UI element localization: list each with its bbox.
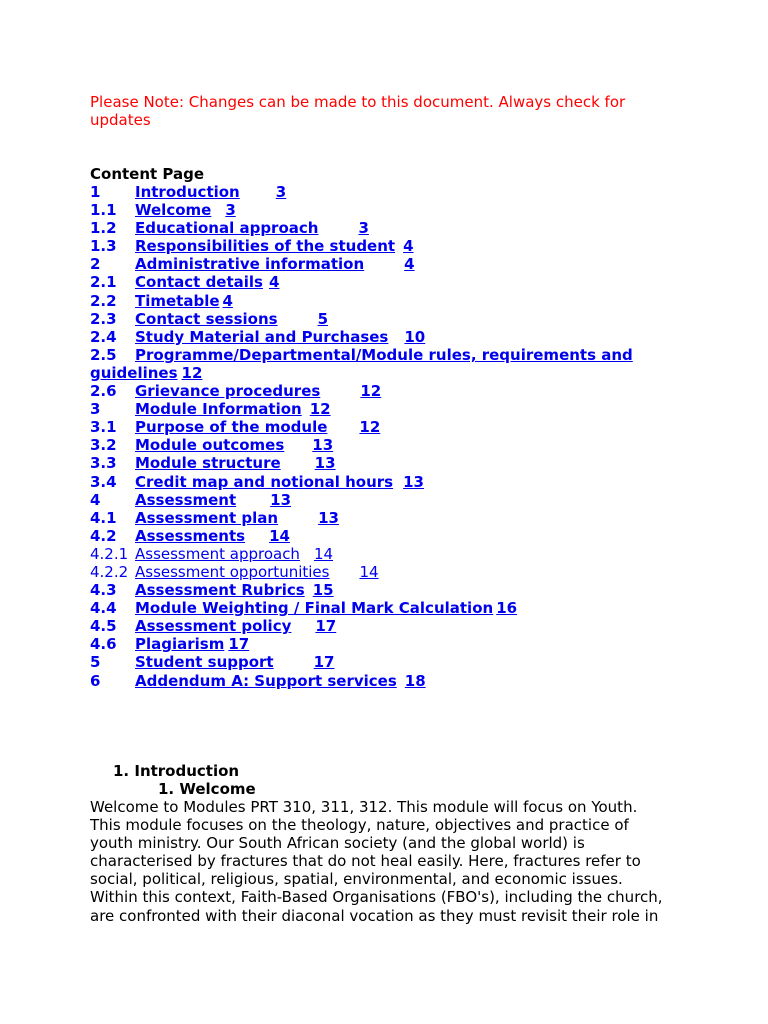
toc-entry-number: 2.2 [90,291,117,310]
toc-entry-number: 4 [90,490,101,509]
toc-entry-number: 4.6 [90,635,117,654]
toc-entry-title: Study Material and Purchases [135,327,389,346]
toc-entry-page: 15 [312,581,334,600]
toc-entry-number: 1.2 [90,219,117,238]
toc-entry-title: Plagiarism [135,635,225,654]
toc-entry[interactable] [90,473,690,491]
toc-entry-title: Educational approach [135,219,319,238]
toc-entry-number: 5 [90,653,101,672]
toc-entry[interactable] [90,672,690,690]
subsection-heading-welcome: 1. Welcome [158,780,256,798]
toc-entry-number: 1.1 [90,201,117,220]
toc-entry[interactable] [90,635,690,653]
toc-entry-title: Timetable [135,291,220,310]
toc-entry[interactable] [90,563,690,581]
toc-entry-number: 3 [90,400,101,419]
toc-entry-page: 13 [270,490,292,509]
toc-entry-title: Assessment opportunities [135,562,330,581]
toc-entry-title: Assessment policy [135,617,292,636]
toc-entry-page: 4 [268,273,280,292]
toc-entry-title: Student support [135,653,274,672]
toc-entry-title: Programme/Departmental/Module rules, requirements and guidelines [90,345,633,382]
toc-entry-number: 6 [90,671,101,690]
toc-entry-number: 4.2.2 [90,562,129,581]
toc-entry-number: 2.4 [90,327,117,346]
toc-entry-page: 10 [404,327,426,346]
toc-entry-number: 3.2 [90,436,117,455]
toc-entry-number: 4.1 [90,508,117,527]
toc-entry-page: 14 [359,562,379,581]
toc-entry[interactable] [90,545,690,563]
toc-entry-number: 2.6 [90,382,117,401]
toc-entry-number: 3.4 [90,472,117,491]
toc-entry[interactable] [90,310,690,328]
toc-entry-page: 17 [228,635,250,654]
toc-entry-title: Introduction [135,183,240,201]
toc-entry[interactable] [90,599,690,617]
toc-entry[interactable] [90,255,690,273]
toc-entry-number: 2.1 [90,273,117,292]
toc-entry[interactable] [90,273,690,291]
table-of-contents [90,165,690,690]
toc-entry-number: 4.3 [90,581,117,600]
toc-entry[interactable] [90,292,690,310]
toc-entry-page: 13 [314,454,336,473]
toc-entry[interactable] [90,617,690,635]
toc-entry-title: Module Information [135,400,302,419]
toc-entry-title: Assessment approach [135,544,300,563]
toc-entry-number: 2.5 [90,345,117,364]
toc-entry-page: 18 [404,671,426,690]
toc-entry-page: 14 [313,544,334,563]
toc-entry-title: Module structure [135,454,281,473]
toc-entry-page: 4 [403,237,414,256]
update-note: Please Note: Changes can be made to this document. Always check for updates [90,93,626,129]
toc-entry-number: 4.2.1 [90,544,129,563]
toc-entry[interactable] [90,400,690,418]
toc-title: Content Page [90,165,205,183]
toc-entry-page: 3 [225,201,236,220]
toc-entry-title: Credit map and notional hours [135,472,394,491]
toc-entry[interactable] [90,346,690,382]
toc-entry-number: 3.1 [90,418,117,437]
toc-entry-page: 3 [275,183,287,201]
toc-entry-title: Assessments [135,526,246,545]
toc-entry-page: 12 [360,382,382,401]
toc-entry-number: 2 [90,255,101,274]
toc-entry-title: Module outcomes [135,436,285,455]
toc-entry-number: 4.4 [90,599,117,618]
toc-entry-number: 3.3 [90,454,117,473]
toc-entry-title: Contact sessions [135,309,278,328]
toc-entry-number: 2.3 [90,309,117,328]
welcome-paragraph: Welcome to Modules PRT 310, 311, 312. This module will focus on Youth. This module focuses on the theology, nature, objectives and practice of youth ministry. Our South African society (and the global world) is characterised by fractures that do not heal easily. Here, fractures refer to social, political, religious, spatial, environmental, and economic issues. Within this context, Faith-Based Organisations (FBO's), including the church, are confronted with their diaconal vocation as they must revisit their role in [90,798,663,925]
toc-entry-page: 16 [496,599,518,618]
toc-entry[interactable] [90,454,690,472]
toc-entry-title: Administrative information [135,255,365,274]
toc-entry-page: 4 [222,291,233,310]
toc-entry-page: 12 [359,418,381,437]
toc-entry-page: 13 [312,436,334,455]
toc-entry-title: Welcome [135,201,212,220]
toc-entry[interactable] [90,201,690,219]
toc-entry[interactable] [90,527,690,545]
toc-entry-title: Assessment [135,490,237,509]
toc-entry[interactable] [90,581,690,599]
toc-entry[interactable] [90,237,690,255]
toc-entry[interactable] [90,509,690,527]
toc-entry-title: Contact details [135,273,263,292]
toc-entry[interactable] [90,653,690,671]
toc-entry-page: 14 [269,526,290,545]
toc-list [90,183,690,690]
toc-entry-title: Assessment plan [135,508,279,527]
toc-entry-title: Module Weighting / Final Mark Calculation [135,599,494,618]
toc-entry-page: 17 [313,653,335,672]
toc-entry-page: 13 [403,472,424,491]
toc-entry-title: Grievance procedures [135,382,321,401]
toc-entry-number: 4.2 [90,526,117,545]
toc-entry[interactable] [90,183,690,201]
toc-entry[interactable] [90,436,690,454]
toc-entry-page: 3 [358,219,369,238]
toc-entry[interactable] [90,219,690,237]
toc-entry-page: 4 [404,255,415,274]
toc-entry[interactable] [90,328,690,346]
toc-entry-title: Assessment Rubrics [135,581,305,600]
toc-entry[interactable] [90,382,690,400]
toc-entry[interactable] [90,418,690,436]
toc-entry-page: 17 [315,617,337,636]
toc-entry-number: 1 [90,183,101,201]
introduction-section [90,762,670,925]
toc-entry-title: Responsibilities of the student [135,237,396,256]
section-heading-introduction: 1. Introduction [113,762,240,780]
toc-entry-page: 12 [309,400,331,419]
toc-entry-title: Purpose of the module [135,418,328,437]
toc-entry-number: 1.3 [90,237,117,256]
toc-entry-page: 12 [181,363,203,382]
toc-entry-number: 4.5 [90,617,117,636]
toc-entry[interactable] [90,491,690,509]
toc-entry-page: 5 [317,309,329,328]
toc-entry-title: Addendum A: Support services [135,671,397,690]
toc-entry-page: 13 [318,508,339,527]
